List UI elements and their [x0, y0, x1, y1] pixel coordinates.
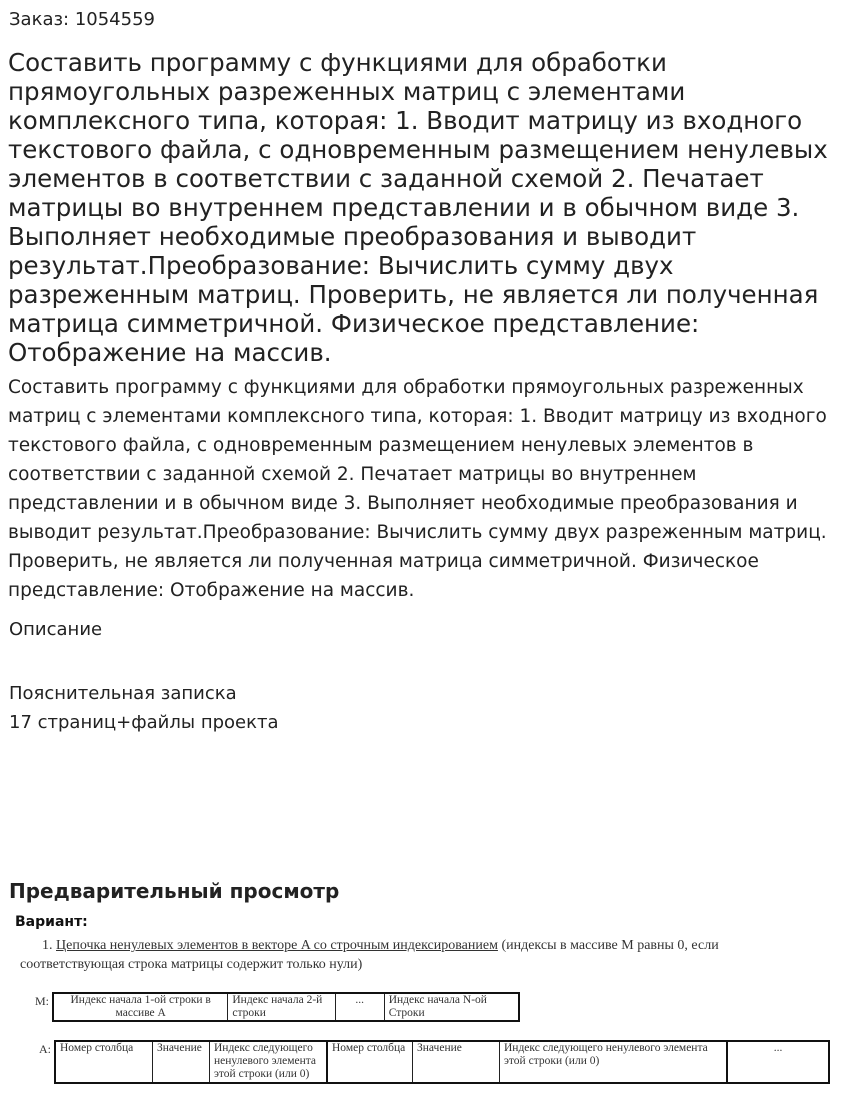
table-row — [53, 993, 519, 1021]
preview-item-underlined: Цепочка ненулевых элементов в векторе A со строчным индексированием — [56, 938, 498, 953]
table-m-label: M: — [35, 994, 50, 1008]
table-cell: Значение — [413, 1041, 500, 1083]
preview-item-line2: соответствующая строка матрицы содержит только нули) — [20, 957, 363, 972]
description-label: Описание — [9, 619, 103, 640]
page-title: Составить программу с функциями для обработки прямоугольных разреженных матриц с элементами комплексного типа, которая: 1. Вводит матрицу из входного текстового файла, с одновременным размещением ненулевых элементов в соответствии с заданной схемой 2. Печатает матрицы во внутреннем представлении и в обычном виде 3. Выполняет необходимые преобразования и выводит результат.Преобразование: Вычислить сумму двух разреженным матриц. Проверить, не является ли полученная матрица симметричной. Физическое представление: Отображение на массив. — [8, 48, 828, 367]
table-cell: Значение — [153, 1041, 210, 1083]
table-cell: Индекс начала N-ой Строки — [384, 993, 519, 1021]
note-title: Пояснительная записка — [9, 683, 237, 704]
task-description: Составить программу с функциями для обработки прямоугольных разреженных матриц с элементами комплексного типа, которая: 1. Вводит матрицу из входного текстового файла, с одновременным размещением ненулевых элементов в соответствии с заданной схемой 2. Печатает матрицы во внутреннем представлении и в обычном виде 3. Выполняет необходимые преобразования и выводит результат.Преобразование: Вычислить сумму двух разреженным матриц. Проверить, не является ли полученная матрица симметричной. Физическое представление: Отображение на массив. — [8, 377, 827, 601]
table-cell: Номер столбца — [55, 1041, 153, 1083]
preview-item-rest: (индексы в массиве M равны 0, если — [497, 938, 719, 953]
table-cell: Индекс начала 2-й строки — [228, 993, 335, 1021]
table-cell: ... — [727, 1041, 829, 1083]
table-row — [55, 1041, 829, 1083]
table-cell: Индекс следующего ненулевого элемента этой строки (или 0) — [210, 1041, 328, 1083]
table-cell: Индекс начала 1-ой строки в массиве A — [53, 993, 228, 1021]
note-details: 17 страниц+файлы проекта — [9, 712, 279, 733]
order-number: Заказ: 1054559 — [9, 9, 155, 30]
document-preview — [12, 910, 842, 1101]
variant-label: Вариант: — [15, 914, 88, 930]
preview-item-line — [42, 938, 719, 954]
table-cell: Номер столбца — [327, 1041, 413, 1083]
table-m — [52, 992, 520, 1022]
table-cell: Индекс следующего ненулевого элемента этой строки (или 0) — [500, 1041, 728, 1083]
table-a — [54, 1040, 830, 1084]
table-a-label: A: — [39, 1042, 51, 1056]
explanatory-note — [9, 679, 279, 737]
preview-item-number: 1. — [42, 938, 53, 953]
preview-heading: Предварительный просмотр — [9, 879, 340, 903]
table-cell: ... — [335, 993, 384, 1021]
